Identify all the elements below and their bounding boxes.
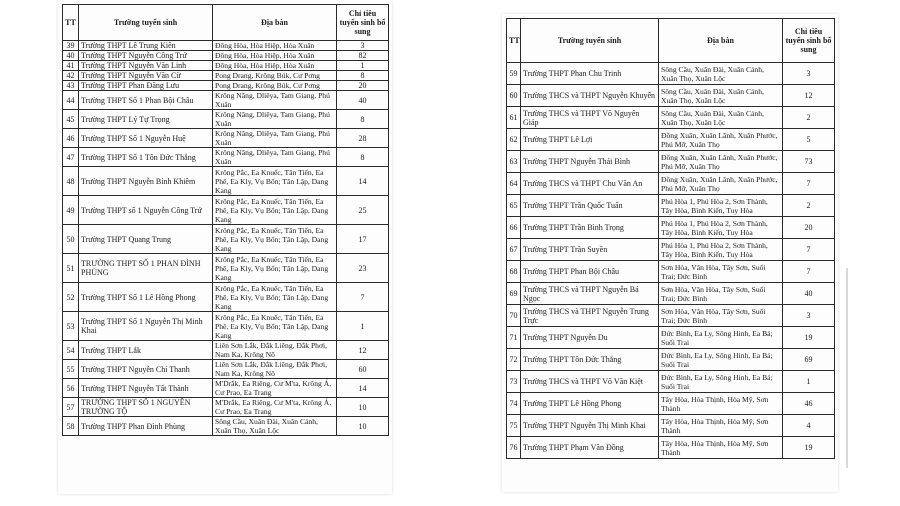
cell-quota: 19 bbox=[783, 327, 835, 349]
cell-area: Krông Năng, Dliêya, Tam Giang, Phú Xuân bbox=[213, 148, 337, 167]
cell-quota: 4 bbox=[783, 415, 835, 437]
table-row bbox=[63, 129, 389, 148]
admission-table-right bbox=[506, 18, 835, 459]
cell-quota: 17 bbox=[337, 225, 389, 254]
cell-quota: 5 bbox=[783, 129, 835, 151]
table-row bbox=[507, 349, 835, 371]
cell-area: Sơn Hòa, Vân Hòa, Tây Sơn, Suối Trai; Đức Bình bbox=[659, 261, 783, 283]
cell-tt: 65 bbox=[507, 195, 521, 217]
cell-tt: 53 bbox=[63, 312, 79, 341]
cell-tt: 40 bbox=[63, 51, 79, 61]
cell-quota: 46 bbox=[783, 393, 835, 415]
cell-quota: 40 bbox=[337, 91, 389, 110]
cell-quota: 12 bbox=[783, 85, 835, 107]
header-school: Trường tuyển sinh bbox=[521, 19, 659, 63]
cell-quota: 23 bbox=[337, 254, 389, 283]
cell-school: Trường THPT Nguyễn Tất Thành bbox=[79, 379, 213, 398]
cell-school: Trường THPT Nguyễn Du bbox=[521, 327, 659, 349]
table-row bbox=[63, 110, 389, 129]
cell-tt: 76 bbox=[507, 437, 521, 459]
table-row bbox=[507, 129, 835, 151]
cell-area: Krông Năng, Dliêya, Tam Giang, Phú Xuân bbox=[213, 129, 337, 148]
header-area: Địa bàn bbox=[659, 19, 783, 63]
cell-tt: 66 bbox=[507, 217, 521, 239]
table-row bbox=[63, 283, 389, 312]
cell-school: Trường THPT Lê Trung Kiên bbox=[79, 41, 213, 51]
cell-quota: 2 bbox=[783, 107, 835, 129]
cell-quota: 82 bbox=[337, 51, 389, 61]
cell-tt: 39 bbox=[63, 41, 79, 51]
cell-quota: 1 bbox=[783, 371, 835, 393]
document-page-right bbox=[502, 14, 838, 492]
cell-school: Trường THPT Phạm Văn Đồng bbox=[521, 437, 659, 459]
cell-tt: 42 bbox=[63, 71, 79, 81]
cell-tt: 54 bbox=[63, 341, 79, 360]
cell-school: Trường THPT Nguyễn Thái Bình bbox=[521, 151, 659, 173]
cell-quota: 8 bbox=[337, 71, 389, 81]
header-tt: TT bbox=[507, 19, 521, 63]
cell-school: Trường THPT Phan Đình Phùng bbox=[79, 417, 213, 436]
cell-tt: 59 bbox=[507, 63, 521, 85]
cell-school: Trường THCS và THPT Nguyễn Bá Ngọc bbox=[521, 283, 659, 305]
header-quota: Chỉ tiêu tuyển sinh bổ sung bbox=[783, 19, 835, 63]
table-header-row bbox=[507, 19, 835, 63]
cell-school: Trường THCS và THPT Nguyễn Trung Trực bbox=[521, 305, 659, 327]
table-row bbox=[63, 417, 389, 436]
cell-area: Liên Sơn Lắk, Đắk Liêng, Đắk Phơi, Nam Ka, Krông Nô bbox=[213, 360, 337, 379]
cell-tt: 60 bbox=[507, 85, 521, 107]
table-row bbox=[63, 312, 389, 341]
cell-tt: 47 bbox=[63, 148, 79, 167]
cell-area: Liên Sơn Lắk, Đắk Liêng, Đắk Phơi, Nam Ka, Krông Nô bbox=[213, 341, 337, 360]
table-row bbox=[63, 71, 389, 81]
cell-school: Trường THPT Số 1 Nguyễn Thị Minh Khai bbox=[79, 312, 213, 341]
table-row bbox=[63, 341, 389, 360]
cell-area: Sơn Hòa, Vân Hòa, Tây Sơn, Suối Trai; Đức Bình bbox=[659, 283, 783, 305]
table-row bbox=[63, 225, 389, 254]
table-row bbox=[507, 85, 835, 107]
cell-tt: 63 bbox=[507, 151, 521, 173]
table-row bbox=[507, 415, 835, 437]
cell-area: Đức Bình, Ea Ly, Sông Hinh, Ea Bá; Suối Trai bbox=[659, 371, 783, 393]
cell-quota: 2 bbox=[783, 195, 835, 217]
table-row bbox=[507, 151, 835, 173]
cell-area: Sông Cầu, Xuân Đài, Xuân Cảnh, Xuân Thọ, Xuân Lộc bbox=[659, 63, 783, 85]
cell-school: Trường THPT số 1 Nguyễn Công Trứ bbox=[79, 196, 213, 225]
cell-school: Trường THPT Nguyễn Chí Thanh bbox=[79, 360, 213, 379]
cell-quota: 14 bbox=[337, 379, 389, 398]
table-row bbox=[63, 398, 389, 417]
cell-tt: 44 bbox=[63, 91, 79, 110]
table-row bbox=[63, 91, 389, 110]
cell-school: Trường THPT Số 1 Lê Hồng Phong bbox=[79, 283, 213, 312]
cell-school: Trường THPT Phan Chu Trinh bbox=[521, 63, 659, 85]
table-row bbox=[507, 107, 835, 129]
cell-school: Trường THPT Lý Tự Trọng bbox=[79, 110, 213, 129]
cell-school: Trường THCS và THPT Chu Văn An bbox=[521, 173, 659, 195]
cell-area: Đông Hòa, Hòa Hiệp, Hòa Xuân bbox=[213, 61, 337, 71]
cell-quota: 20 bbox=[783, 217, 835, 239]
cell-tt: 57 bbox=[63, 398, 79, 417]
cell-tt: 71 bbox=[507, 327, 521, 349]
table-row bbox=[63, 51, 389, 61]
cell-area: Phú Hòa 1, Phú Hòa 2, Sơn Thành, Tây Hòa, Bình Kiến, Tuy Hòa bbox=[659, 239, 783, 261]
cell-school: TRƯỜNG THPT SỐ 1 NGUYỄN TRƯỜNG TỘ bbox=[79, 398, 213, 417]
cell-area: Krông Pắc, Ea Knuếc, Tân Tiến, Ea Phê, Ea Kly, Vụ Bổn; Tân Lập, Dang Kang bbox=[213, 254, 337, 283]
cell-quota: 40 bbox=[783, 283, 835, 305]
cell-school: Trường THCS và THPT Võ Văn Kiệt bbox=[521, 371, 659, 393]
cell-quota: 1 bbox=[337, 61, 389, 71]
cell-quota: 69 bbox=[783, 349, 835, 371]
table-row bbox=[63, 196, 389, 225]
cell-tt: 55 bbox=[63, 360, 79, 379]
table-row bbox=[507, 217, 835, 239]
cell-area: Đồng Xuân, Xuân Lãnh, Xuân Phước, Phú Mỡ, Xuân Thọ bbox=[659, 151, 783, 173]
cell-area: Đồng Xuân, Xuân Lãnh, Xuân Phước, Phú Mỡ, Xuân Thọ bbox=[659, 129, 783, 151]
cell-tt: 58 bbox=[63, 417, 79, 436]
table-row bbox=[507, 327, 835, 349]
table-row bbox=[507, 195, 835, 217]
table-row bbox=[63, 254, 389, 283]
cell-quota: 10 bbox=[337, 417, 389, 436]
cell-area: Krông Pắc, Ea Knuếc, Tân Tiến, Ea Phê, Ea Kly, Vụ Bổn; Tân Lập, Dang Kang bbox=[213, 225, 337, 254]
cell-area: Đồng Xuân, Xuân Lãnh, Xuân Phước, Phú Mỡ, Xuân Thọ bbox=[659, 173, 783, 195]
cell-tt: 70 bbox=[507, 305, 521, 327]
header-quota: Chỉ tiêu tuyển sinh bổ sung bbox=[337, 5, 389, 41]
cell-tt: 69 bbox=[507, 283, 521, 305]
cell-school: Trường THPT Số 1 Tôn Đức Thắng bbox=[79, 148, 213, 167]
cell-school: Trường THPT Lê Hồng Phong bbox=[521, 393, 659, 415]
table-body-right bbox=[507, 63, 835, 459]
cell-quota: 19 bbox=[783, 437, 835, 459]
table-row bbox=[63, 360, 389, 379]
cell-tt: 61 bbox=[507, 107, 521, 129]
cell-quota: 8 bbox=[337, 148, 389, 167]
table-header-row bbox=[63, 5, 389, 41]
cell-tt: 68 bbox=[507, 261, 521, 283]
cell-tt: 74 bbox=[507, 393, 521, 415]
cell-school: Trường THPT Trần Suyền bbox=[521, 239, 659, 261]
cell-school: Trường THCS và THPT Võ Nguyên Giáp bbox=[521, 107, 659, 129]
cell-quota: 7 bbox=[783, 261, 835, 283]
table-row bbox=[507, 437, 835, 459]
table-row bbox=[63, 379, 389, 398]
cell-school: Trường THPT Trần Quốc Tuấn bbox=[521, 195, 659, 217]
cell-tt: 73 bbox=[507, 371, 521, 393]
admission-table-left bbox=[62, 4, 389, 436]
cell-area: Phú Hòa 1, Phú Hòa 2, Sơn Thành, Tây Hòa, Bình Kiến, Tuy Hòa bbox=[659, 217, 783, 239]
cell-area: Phú Hòa 1, Phú Hòa 2, Sơn Thành, Tây Hòa, Bình Kiến, Tuy Hòa bbox=[659, 195, 783, 217]
cell-school: Trường THPT Số 1 Phan Bội Châu bbox=[79, 91, 213, 110]
cell-quota: 14 bbox=[337, 167, 389, 196]
cell-school: Trường THCS và THPT Nguyễn Khuyến bbox=[521, 85, 659, 107]
cell-area: Sông Cầu, Xuân Đài, Xuân Cảnh, Xuân Thọ, Xuân Lộc bbox=[659, 107, 783, 129]
cell-area: Krông Pắc, Ea Knuếc, Tân Tiến, Ea Phê, Ea Kly, Vụ Bổn; Tân Lập, Dang Kang bbox=[213, 312, 337, 341]
cell-area: M'Drắk, Ea Riêng, Cư M'ta, Krông Á, Cư Prao, Ea Trang bbox=[213, 398, 337, 417]
cell-quota: 25 bbox=[337, 196, 389, 225]
cell-area: Sông Cầu, Xuân Đài, Xuân Cảnh, Xuân Thọ, Xuân Lộc bbox=[213, 417, 337, 436]
cell-area: Krông Pắc, Ea Knuếc, Tân Tiến, Ea Phê, Ea Kly, Vụ Bổn; Tân Lập, Dang Kang bbox=[213, 283, 337, 312]
cell-area: Tây Hòa, Hòa Thịnh, Hòa Mỹ, Sơn Thành bbox=[659, 437, 783, 459]
cell-quota: 12 bbox=[337, 341, 389, 360]
table-row bbox=[63, 81, 389, 91]
table-row bbox=[507, 371, 835, 393]
cell-quota: 8 bbox=[337, 110, 389, 129]
cell-school: Trường THPT Số 1 Nguyễn Huệ bbox=[79, 129, 213, 148]
table-row bbox=[63, 41, 389, 51]
cell-quota: 3 bbox=[783, 63, 835, 85]
cell-tt: 45 bbox=[63, 110, 79, 129]
cell-school: Trường THPT Nguyễn Công Trứ bbox=[79, 51, 213, 61]
table-row bbox=[507, 283, 835, 305]
cell-tt: 75 bbox=[507, 415, 521, 437]
cell-tt: 62 bbox=[507, 129, 521, 151]
cell-tt: 52 bbox=[63, 283, 79, 312]
cell-area: Sơn Hòa, Vân Hòa, Tây Sơn, Suối Trai; Đức Bình bbox=[659, 305, 783, 327]
cell-area: Tây Hòa, Hòa Thịnh, Hòa Mỹ, Sơn Thành bbox=[659, 415, 783, 437]
cell-quota: 1 bbox=[337, 312, 389, 341]
cell-tt: 50 bbox=[63, 225, 79, 254]
cell-area: M'Drắk, Ea Riêng, Cư M'ta, Krông Á, Cư Prao, Ea Trang bbox=[213, 379, 337, 398]
cell-area: Krông Pắc, Ea Knuếc, Tân Tiến, Ea Phê, Ea Kly, Vụ Bổn; Tân Lập, Dang Kang bbox=[213, 196, 337, 225]
cell-tt: 64 bbox=[507, 173, 521, 195]
cell-school: Trường THPT Trần Bình Trọng bbox=[521, 217, 659, 239]
header-school: Trường tuyển sinh bbox=[79, 5, 213, 41]
page-edge-shadow bbox=[846, 268, 848, 468]
header-tt: TT bbox=[63, 5, 79, 41]
table-row bbox=[63, 148, 389, 167]
cell-area: Pong Drang, Krông Búk, Cư Pơng bbox=[213, 71, 337, 81]
cell-tt: 49 bbox=[63, 196, 79, 225]
document-page-left bbox=[58, 0, 392, 494]
table-row bbox=[507, 305, 835, 327]
cell-school: TRƯỜNG THPT SỐ 1 PHAN ĐÌNH PHÙNG bbox=[79, 254, 213, 283]
cell-quota: 7 bbox=[783, 173, 835, 195]
cell-school: Trường THPT Nguyễn Thị Minh Khai bbox=[521, 415, 659, 437]
table-row bbox=[507, 261, 835, 283]
cell-tt: 43 bbox=[63, 81, 79, 91]
cell-tt: 67 bbox=[507, 239, 521, 261]
table-row bbox=[63, 167, 389, 196]
table-row bbox=[507, 63, 835, 85]
cell-tt: 41 bbox=[63, 61, 79, 71]
cell-tt: 48 bbox=[63, 167, 79, 196]
cell-school: Trường THPT Lê Lợi bbox=[521, 129, 659, 151]
table-row bbox=[507, 173, 835, 195]
table-body-left bbox=[63, 41, 389, 436]
cell-school: Trường THPT Quang Trung bbox=[79, 225, 213, 254]
header-area: Địa bàn bbox=[213, 5, 337, 41]
cell-quota: 3 bbox=[337, 41, 389, 51]
cell-quota: 73 bbox=[783, 151, 835, 173]
cell-area: Đông Hòa, Hòa Hiệp, Hòa Xuân bbox=[213, 51, 337, 61]
cell-tt: 72 bbox=[507, 349, 521, 371]
cell-school: Trường THPT Nguyễn Bỉnh Khiêm bbox=[79, 167, 213, 196]
cell-quota: 10 bbox=[337, 398, 389, 417]
cell-area: Krông Pắc, Ea Knuếc, Tân Tiến, Ea Phê, Ea Kly, Vụ Bổn; Tân Lập, Dang Kang bbox=[213, 167, 337, 196]
cell-school: Trường THPT Lắk bbox=[79, 341, 213, 360]
cell-area: Pong Drang, Krông Búk, Cư Pơng bbox=[213, 81, 337, 91]
cell-tt: 46 bbox=[63, 129, 79, 148]
cell-tt: 56 bbox=[63, 379, 79, 398]
cell-area: Krông Năng, Dliêya, Tam Giang, Phú Xuân bbox=[213, 91, 337, 110]
cell-area: Tây Hòa, Hòa Thịnh, Hòa Mỹ, Sơn Thành bbox=[659, 393, 783, 415]
cell-school: Trường THPT Nguyễn Văn Cừ bbox=[79, 71, 213, 81]
cell-area: Đức Bình, Ea Ly, Sông Hinh, Ea Bá; Suối Trai bbox=[659, 327, 783, 349]
cell-area: Đức Bình, Ea Ly, Sông Hinh, Ea Bá; Suối Trai bbox=[659, 349, 783, 371]
cell-quota: 7 bbox=[337, 283, 389, 312]
cell-tt: 51 bbox=[63, 254, 79, 283]
cell-quota: 20 bbox=[337, 81, 389, 91]
cell-quota: 7 bbox=[783, 239, 835, 261]
table-row bbox=[507, 239, 835, 261]
cell-quota: 28 bbox=[337, 129, 389, 148]
table-row bbox=[507, 393, 835, 415]
cell-quota: 3 bbox=[783, 305, 835, 327]
table-row bbox=[63, 61, 389, 71]
cell-school: Trường THPT Tôn Đức Thắng bbox=[521, 349, 659, 371]
cell-area: Sông Cầu, Xuân Đài, Xuân Cảnh, Xuân Thọ, Xuân Lộc bbox=[659, 85, 783, 107]
cell-school: Trường THPT Phan Đăng Lưu bbox=[79, 81, 213, 91]
cell-school: Trường THPT Phan Bội Châu bbox=[521, 261, 659, 283]
cell-area: Krông Năng, Dliêya, Tam Giang, Phú Xuân bbox=[213, 110, 337, 129]
cell-quota: 60 bbox=[337, 360, 389, 379]
cell-area: Đông Hòa, Hòa Hiệp, Hòa Xuân bbox=[213, 41, 337, 51]
cell-school: Trường THPT Nguyễn Văn Linh bbox=[79, 61, 213, 71]
